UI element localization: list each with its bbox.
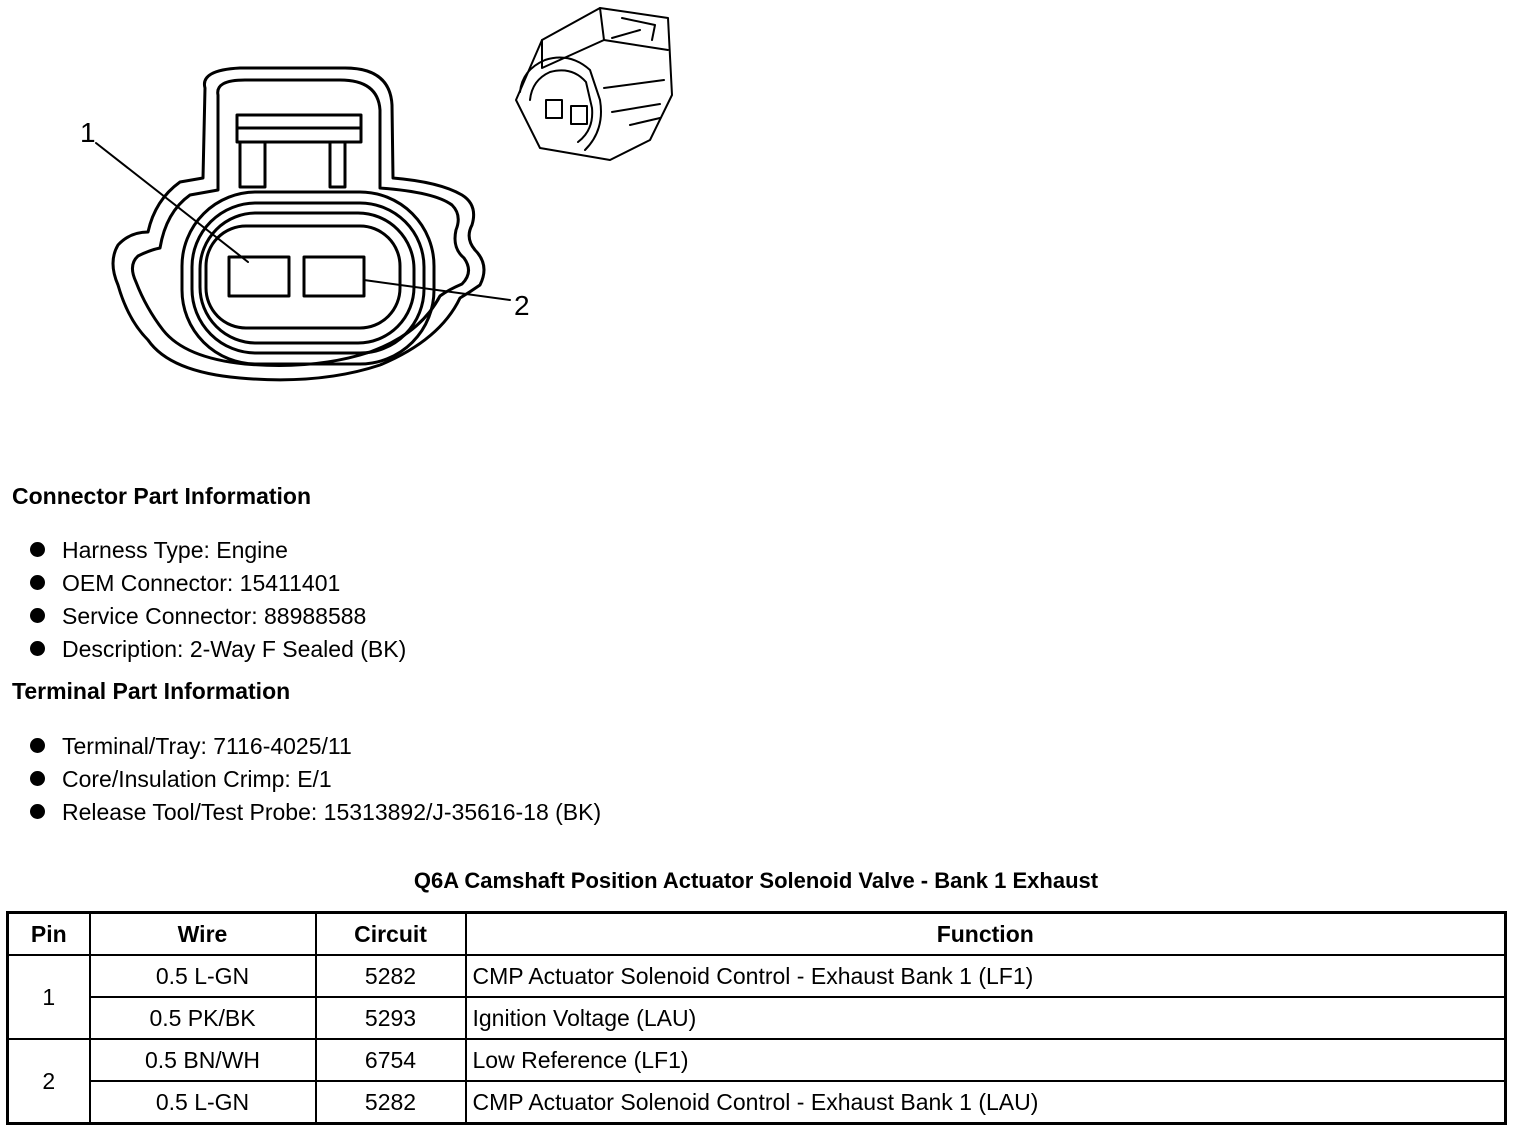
list-item <box>30 600 406 633</box>
bullet-icon <box>30 575 45 590</box>
bullet-icon <box>30 542 45 557</box>
bullet-icon <box>30 804 45 819</box>
pin-2-callout: 2 <box>514 290 530 321</box>
wire-cell: 0.5 L-GN <box>90 1081 316 1124</box>
pin-2-leader-line <box>364 280 510 300</box>
table-row <box>8 1039 1506 1081</box>
pin-1-callout: 1 <box>80 117 96 148</box>
wire-cell: 0.5 PK/BK <box>90 997 316 1039</box>
connector-info-heading: Connector Part Information <box>12 483 312 509</box>
function-cell: CMP Actuator Solenoid Control - Exhaust Bank 1 (LAU) <box>466 1081 1506 1124</box>
function-cell: Low Reference (LF1) <box>466 1039 1506 1081</box>
list-item <box>30 796 601 829</box>
list-item-text: Terminal/Tray: 7116-4025/11 <box>62 733 352 759</box>
seal-ring-outer <box>182 192 434 364</box>
table-row <box>8 955 1506 997</box>
bullet-icon <box>30 738 45 753</box>
connector-inner-outline <box>132 80 468 366</box>
pin-cell: 2 <box>8 1039 90 1124</box>
circuit-cell: 5282 <box>316 955 466 997</box>
iso-pin-1 <box>546 100 562 118</box>
bullet-icon <box>30 608 45 623</box>
wire-cell: 0.5 L-GN <box>90 955 316 997</box>
list-item-text: Service Connector: 88988588 <box>62 603 367 629</box>
pinout-table-title: Q6A Camshaft Position Actuator Solenoid Valve - Bank 1 Exhaust <box>413 868 1099 893</box>
column-header-pin: Pin <box>8 913 90 956</box>
connector-diagram <box>0 0 700 420</box>
connector-isometric-view <box>516 8 672 160</box>
pin-2-cavity <box>304 257 364 296</box>
column-header-wire: Wire <box>90 913 316 956</box>
column-header-function: Function <box>466 913 1506 956</box>
terminal-info-heading: Terminal Part Information <box>12 678 291 704</box>
pin-1-cavity <box>229 257 289 296</box>
circuit-cell: 6754 <box>316 1039 466 1081</box>
latch-slot-right <box>330 142 345 187</box>
terminal-info-list <box>30 730 601 829</box>
wire-cell: 0.5 BN/WH <box>90 1039 316 1081</box>
table-row <box>8 1081 1506 1124</box>
function-cell: CMP Actuator Solenoid Control - Exhaust Bank 1 (LF1) <box>466 955 1506 997</box>
list-item-text: Harness Type: Engine <box>62 537 288 563</box>
function-cell: Ignition Voltage (LAU) <box>466 997 1506 1039</box>
list-item-text: OEM Connector: 15411401 <box>62 570 341 596</box>
circuit-cell: 5282 <box>316 1081 466 1124</box>
bullet-icon <box>30 771 45 786</box>
list-item <box>30 534 406 567</box>
list-item-text: Core/Insulation Crimp: E/1 <box>62 766 332 792</box>
list-item-text: Description: 2-Way F Sealed (BK) <box>62 636 407 662</box>
list-item <box>30 763 601 796</box>
connector-info-list <box>30 534 406 666</box>
column-header-circuit: Circuit <box>316 913 466 956</box>
table-row <box>8 997 1506 1039</box>
iso-pin-2 <box>571 106 587 124</box>
list-item <box>30 567 406 600</box>
pin-cell: 1 <box>8 955 90 1039</box>
circuit-cell: 5293 <box>316 997 466 1039</box>
list-item <box>30 633 406 666</box>
table-header-row <box>8 913 1506 956</box>
pinout-table <box>6 911 1507 1125</box>
bullet-icon <box>30 641 45 656</box>
list-item <box>30 730 601 763</box>
list-item-text: Release Tool/Test Probe: 15313892/J-35616-18 (BK) <box>62 799 602 825</box>
latch-slot-left <box>240 142 265 187</box>
